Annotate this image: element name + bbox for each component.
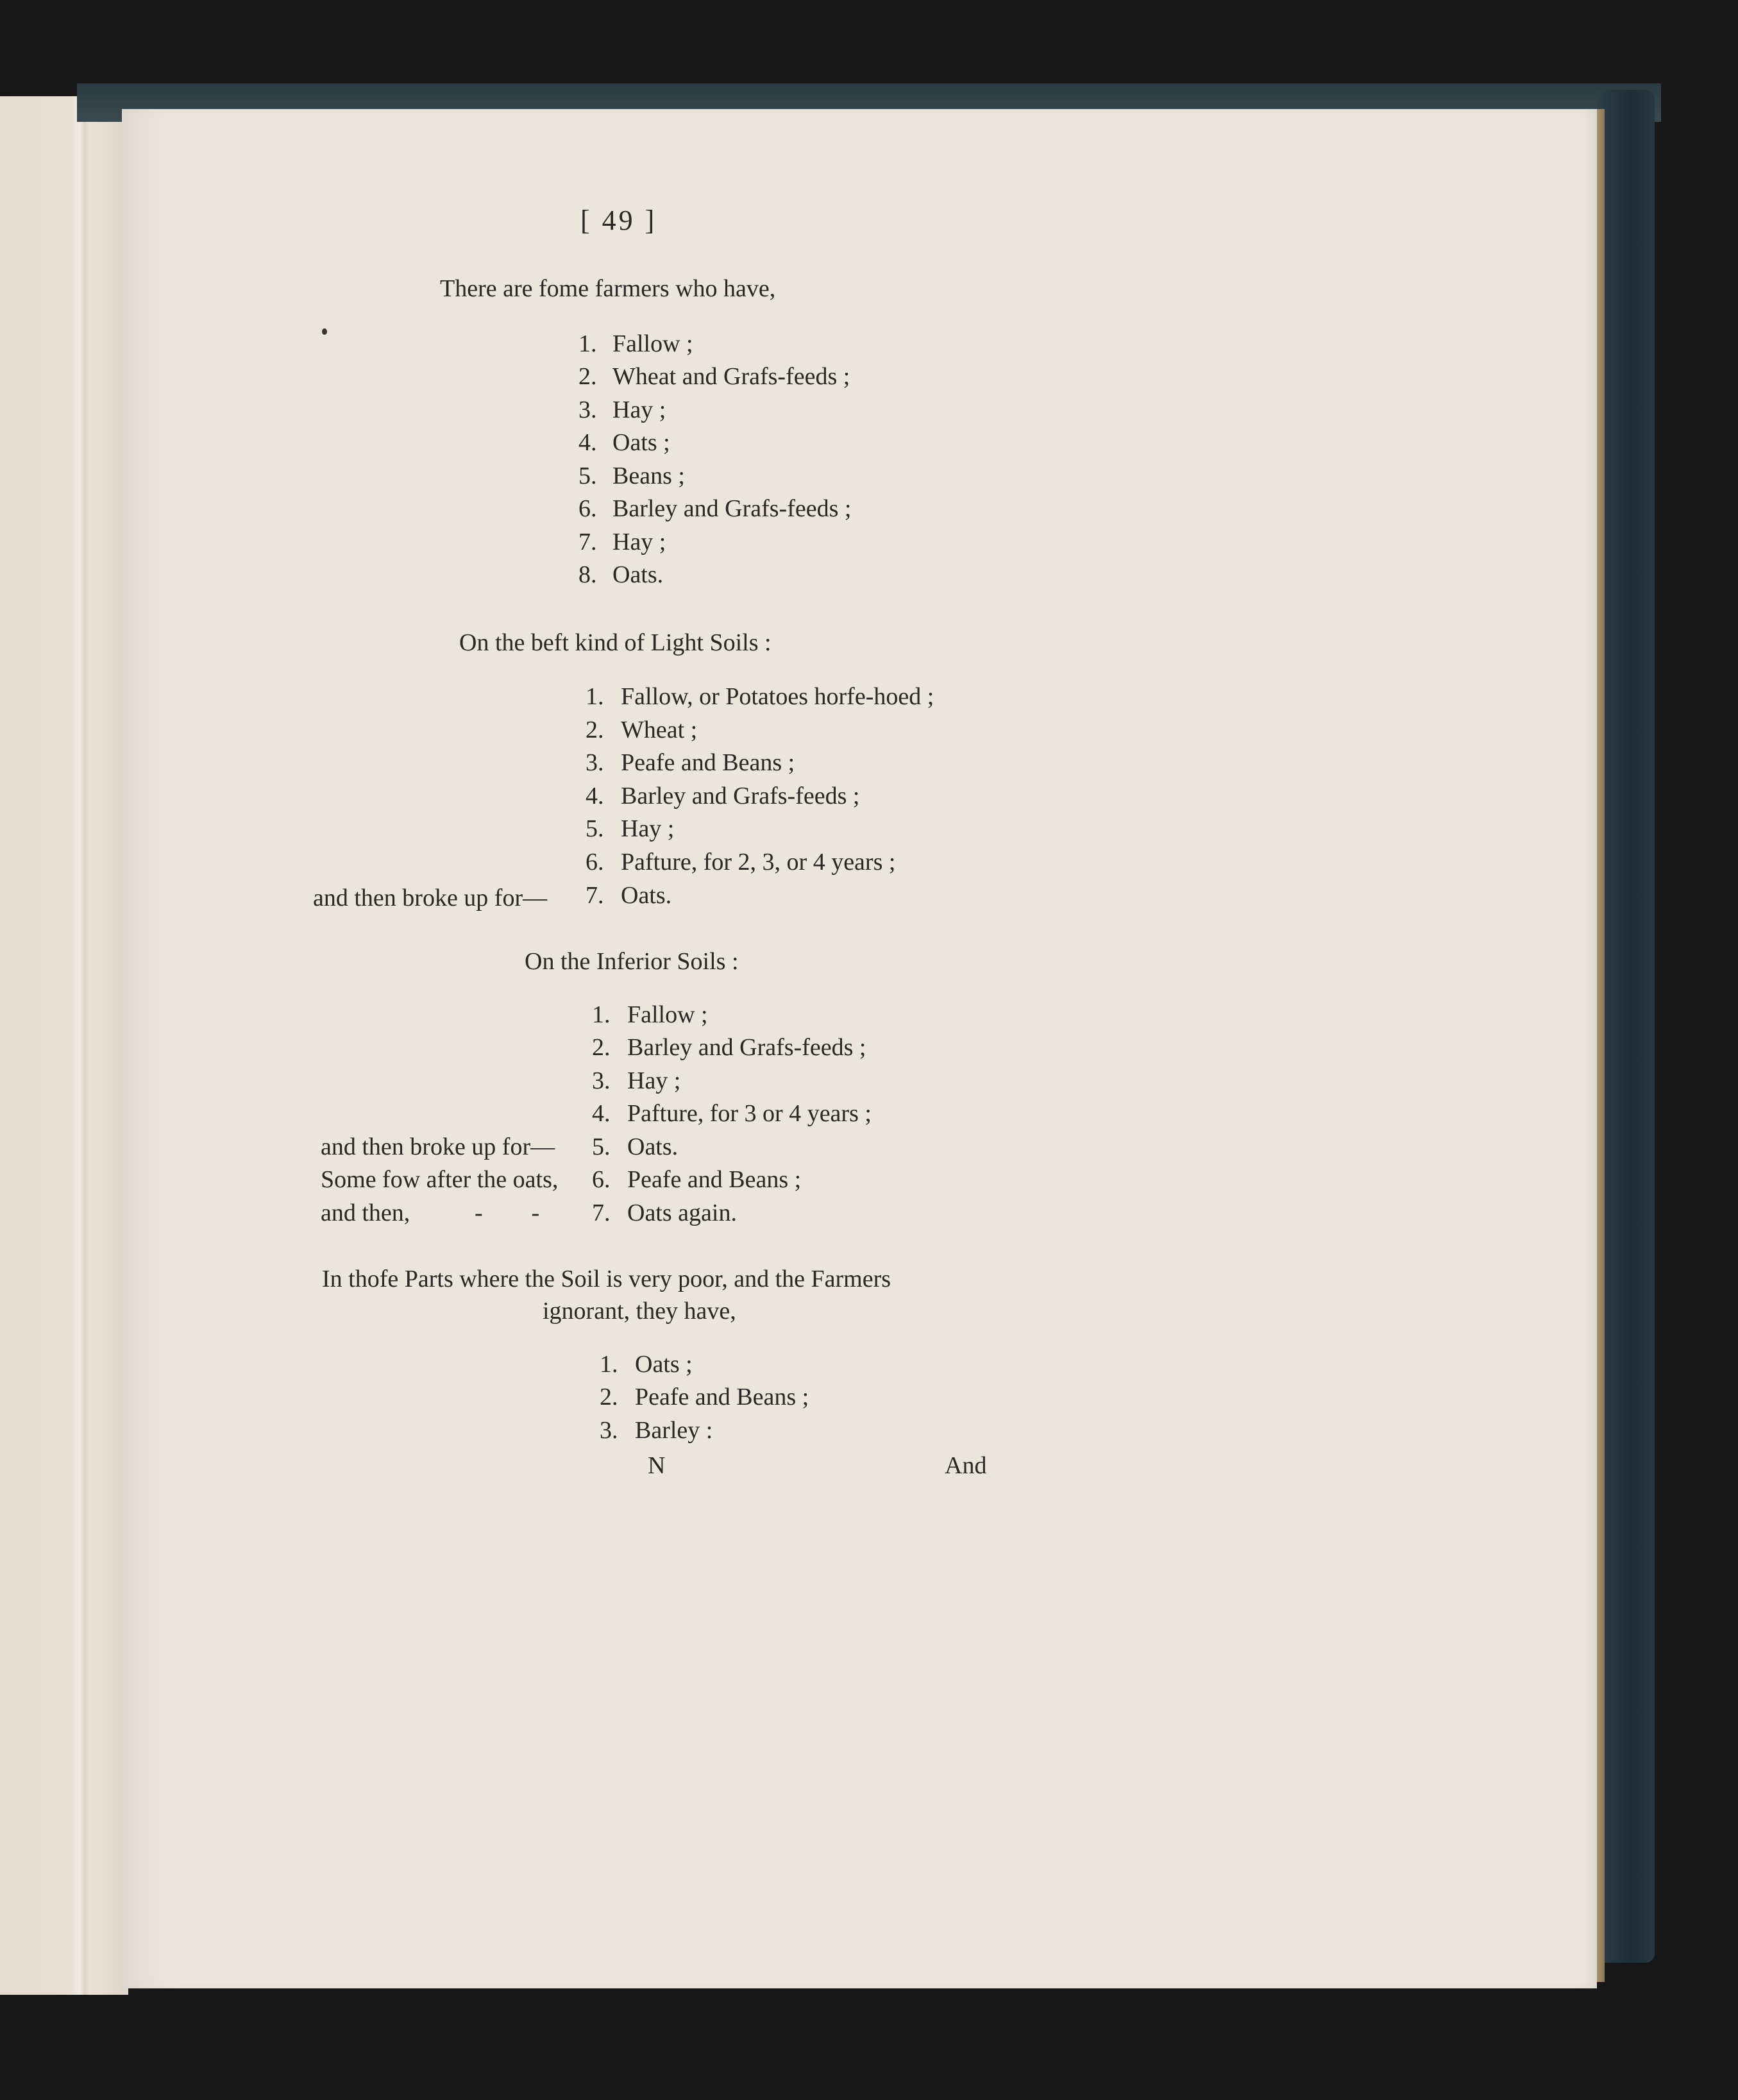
list-number: 1. (586, 683, 604, 710)
list-number: 2. (600, 1384, 618, 1410)
list-number: 8. (578, 561, 597, 588)
section-intro: There are fome farmers who have, (440, 275, 776, 302)
list-item: Peafe and Beans ; (635, 1384, 809, 1410)
list-number: 7. (592, 1199, 611, 1226)
list-number: 7. (586, 882, 604, 909)
list-item: Peafe and Beans ; (621, 749, 795, 776)
list-item: Wheat ; (621, 716, 698, 743)
list-prefix: and then broke up for— (321, 1133, 555, 1160)
list-number: 5. (586, 815, 604, 842)
list-number: 1. (592, 1001, 611, 1028)
list-number: 4. (592, 1100, 611, 1127)
ink-speck (322, 328, 327, 335)
list-item: Barley and Grafs-feeds ; (621, 783, 860, 809)
list-item: Oats again. (627, 1199, 737, 1226)
list-prefix: and then broke up for— (313, 885, 548, 911)
list-item: Pafture, for 2, 3, or 4 years ; (621, 849, 896, 876)
list-item: Oats. (627, 1133, 679, 1160)
list-item: Wheat and Grafs-feeds ; (612, 363, 850, 390)
list-item: Fallow ; (612, 330, 693, 357)
list-item: Hay ; (612, 396, 666, 423)
list-item: Barley and Grafs-feeds ; (612, 495, 852, 522)
catchword: And (945, 1452, 987, 1479)
list-item: Fallow, or Potatoes horfe-hoed ; (621, 683, 934, 710)
list-item: Fallow ; (627, 1001, 708, 1028)
list-item: Barley and Grafs-feeds ; (627, 1034, 866, 1061)
list-item: Oats. (612, 561, 664, 588)
list-number: 4. (578, 429, 597, 456)
list-number: 2. (578, 363, 597, 390)
section-intro: On the beft kind of Light Soils : (459, 629, 772, 656)
list-item: Barley : (635, 1417, 713, 1444)
list-item: Hay ; (627, 1067, 681, 1094)
list-number: 4. (586, 783, 604, 809)
section-intro: In thofe Parts where the Soil is very poor, and the Farmers (322, 1266, 891, 1292)
book-cover-right (1597, 90, 1655, 1963)
list-item: Pafture, for 3 or 4 years ; (627, 1100, 872, 1127)
list-number: 3. (586, 749, 604, 776)
list-item: Oats ; (635, 1351, 693, 1378)
list-prefix: Some fow after the oats, (321, 1166, 559, 1193)
facing-page-edge (0, 96, 128, 1995)
list-number: 5. (578, 462, 597, 489)
list-number: 6. (592, 1166, 611, 1193)
signature-mark: N (648, 1452, 666, 1479)
list-prefix: and then, (321, 1199, 410, 1226)
list-number: 6. (578, 495, 597, 522)
section-intro: On the Inferior Soils : (525, 948, 739, 975)
list-number: 3. (600, 1417, 618, 1444)
list-number: 6. (586, 849, 604, 876)
list-item: Beans ; (612, 462, 685, 489)
list-item: Oats ; (612, 429, 670, 456)
list-number: 7. (578, 529, 597, 555)
section-intro-continued: ignorant, they have, (543, 1298, 736, 1325)
list-item: Oats. (621, 882, 672, 909)
list-number: 3. (578, 396, 597, 423)
list-number: 3. (592, 1067, 611, 1094)
page-number: [ 49 ] (580, 205, 657, 236)
list-number: 5. (592, 1133, 611, 1160)
list-number: 2. (586, 716, 604, 743)
list-number: 1. (600, 1351, 618, 1378)
list-number: 2. (592, 1034, 611, 1061)
leader-dashes: - - (475, 1199, 540, 1226)
list-item: Hay ; (612, 529, 666, 555)
list-item: Peafe and Beans ; (627, 1166, 802, 1193)
list-number: 1. (578, 330, 597, 357)
list-item: Hay ; (621, 815, 675, 842)
